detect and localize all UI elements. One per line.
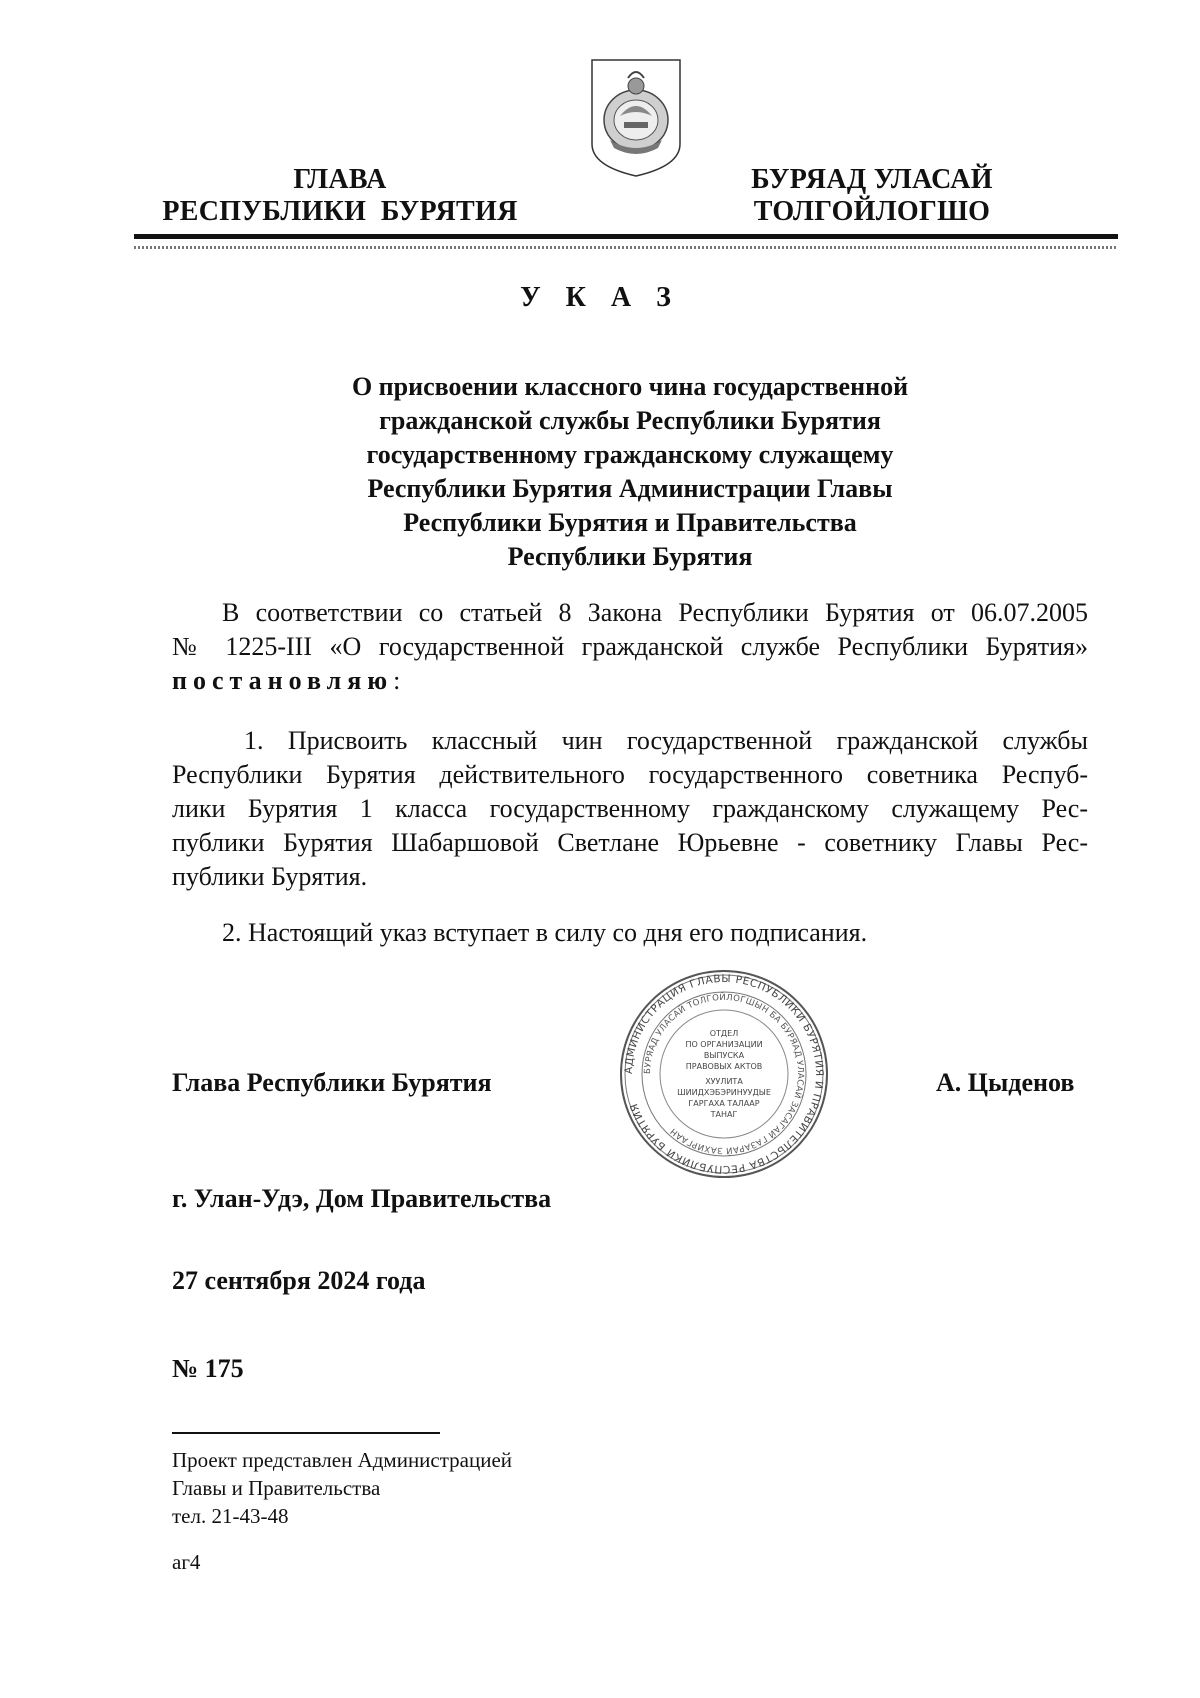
stamp-center-line: ПО ОРГАНИЗАЦИИ: [685, 1040, 763, 1049]
item-line: 1. Присвоить классный чин государственной гражданской службы: [244, 726, 1088, 755]
title-line: Республики Бурятия Администрации Главы: [367, 474, 893, 503]
title-line: Республики Бурятия и Правительства: [403, 508, 857, 537]
header-divider-thin: [134, 246, 1118, 249]
document-code: аг4: [172, 1550, 201, 1574]
item-line: Республики Бурятия действительного государственного советника Респуб-: [172, 760, 1088, 789]
stamp-center-line: ХУУЛИТА: [705, 1077, 743, 1086]
stamp-center-line: ОТДЕЛ: [709, 1029, 739, 1038]
decree-colon: :: [393, 666, 401, 695]
signatory-position: Глава Республики Бурятия: [172, 1068, 492, 1097]
title-line: Республики Бурятия: [507, 542, 753, 571]
footnote-divider: [172, 1432, 440, 1434]
footnote: [172, 1446, 512, 1530]
stamp-center-line: ШИИДХЭБЭРИНУУДЫЕ: [677, 1088, 771, 1097]
decree-item-2: 2. Настоящий указ вступает в силу со дня его подписания.: [222, 918, 868, 947]
svg-text:БУРЯАД УЛАСАЙ ТОЛГОЙЛОГШЫН БА: [643, 991, 805, 1157]
document-number: № 175: [172, 1354, 244, 1383]
stamp-center-line: ТАНАГ: [710, 1110, 738, 1119]
footnote-line: Проект представлен Администрацией: [172, 1448, 513, 1472]
preamble-line: № 1225-III «О государственной гражданской службе Республики Бурятия»: [172, 632, 1088, 661]
title-line: государственному гражданскому служащему: [366, 440, 894, 469]
title-line: гражданской службы Республики Бурятия: [379, 406, 881, 435]
header-left-line2: РЕСПУБЛИКИ БУРЯТИЯ: [162, 196, 518, 227]
document-type: У К А З: [520, 282, 680, 313]
decree-word-text: постановляю: [172, 666, 394, 695]
footnote-line: Главы и Правительства: [172, 1476, 381, 1500]
signatory-name: А. Цыденов: [936, 1068, 1075, 1097]
item-line: лики Бурятия 1 класса государственному гражданскому служащему Рес-: [172, 794, 1088, 823]
stamp-center-line: ГАРГАХА ТАЛААР: [688, 1099, 760, 1108]
header-left: [150, 164, 530, 228]
header-right: [722, 164, 1022, 228]
stamp-inner-text: БУРЯАД УЛАСАЙ ТОЛГОЙЛОГШЫН БА БУРЯАД УЛАСАЙ ЗАСАГАЙ ГАЗАРАЙ ЗАХИРГААН: [642, 992, 806, 1156]
footnote-line: тел. 21-43-48: [172, 1504, 289, 1528]
stamp-center-line: ВЫПУСКА: [703, 1051, 745, 1060]
stamp-center-line: ПРАВОВЫХ АКТОВ: [685, 1062, 763, 1071]
official-stamp: [618, 968, 830, 1180]
document-title: [250, 370, 1010, 574]
title-line: О присвоении классного чина государственной: [351, 372, 909, 401]
preamble: [172, 596, 1088, 698]
header-left-line1: ГЛАВА: [293, 164, 387, 195]
decree-item-1: [172, 724, 1088, 894]
header-right-line2: ТОЛГОЙЛОГШО: [753, 196, 991, 227]
item-line: публики Бурятия.: [172, 862, 368, 891]
stamp-outer-text: АДМИНИСТРАЦИЯ ГЛАВЫ РЕСПУБЛИКИ БУРЯТИЯ И ПРАВИТЕЛЬСТВА РЕСПУБЛИКИ БУРЯТИЯ: [622, 972, 826, 1176]
decree-word: [172, 666, 400, 695]
coat-of-arms-icon: [584, 56, 688, 180]
document-date: 27 сентября 2024 года: [172, 1266, 426, 1295]
header-right-line1: БУРЯАД УЛАСАЙ: [751, 164, 993, 195]
document-place: г. Улан-Удэ, Дом Правительства: [172, 1184, 552, 1213]
svg-text:АДМИНИСТРАЦИЯ ГЛАВЫ РЕСПУБЛИКИ: [623, 973, 825, 1175]
item-line: публики Бурятия Шабаршовой Светлане Юрьевне - советнику Главы Рес-: [172, 828, 1088, 857]
preamble-line: В соответствии со статьей 8 Закона Республики Бурятия от 06.07.2005: [222, 598, 1088, 627]
header-divider: [134, 234, 1118, 239]
